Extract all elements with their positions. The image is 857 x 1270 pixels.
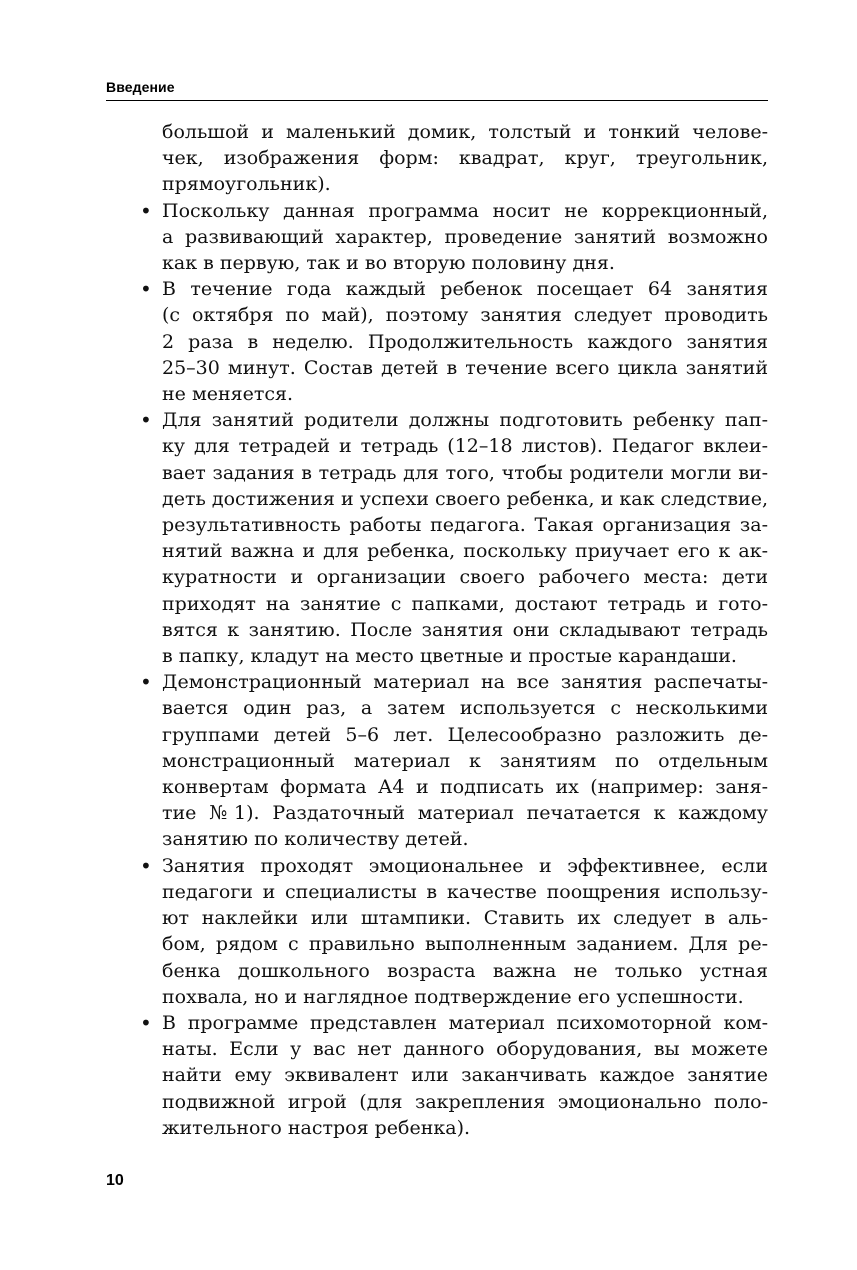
text-line: вается один раз, а затем используется с несколькими [162, 697, 768, 720]
text-line: монстрационный материал к занятиям по отдельным [162, 749, 768, 772]
text-line: бенка дошкольного возраста важна не только устная [162, 959, 768, 982]
bullet-item [141, 853, 768, 1010]
text-line: Поскольку данная программа носит не коррекционный, [162, 199, 768, 222]
text-line: найти ему эквивалент или заканчивать каждое занятие [162, 1064, 768, 1087]
bullet-icon: • [140, 853, 152, 878]
text-line: В течение года каждый ребенок посещает 64 занятия [162, 278, 768, 301]
text-line: а развивающий характер, проведение занятий возможно [162, 225, 768, 248]
bullet-item [141, 276, 768, 407]
bullet-item [141, 407, 768, 669]
text-line: чек, изображения форм: квадрат, круг, треугольник, [162, 147, 768, 170]
header-rule [106, 100, 768, 101]
bullet-icon: • [140, 277, 152, 302]
text-line: группами детей 5–6 лет. Целесообразно разложить де- [162, 723, 768, 746]
text-line: нятий важна и для ребенка, поскольку приучает его к ак- [162, 540, 768, 563]
text-line: подвижной игрой (для закрепления эмоционально поло- [162, 1090, 768, 1113]
text-line: вятся к занятию. После занятия они складывают тетрадь [162, 618, 768, 641]
text-line: вает задания в тетрадь для того, чтобы родители могли ви- [162, 461, 768, 484]
text-line: В программе представлен материал психомоторной ком- [162, 1011, 768, 1034]
bullet-item [141, 669, 768, 852]
text-line: конвертам формата А4 и подписать их (например: заня- [162, 776, 768, 799]
text-line: большой и маленький домик, толстый и тонкий челове- [162, 121, 768, 143]
text-line: наты. Если у вас нет данного оборудования, вы можете [162, 1038, 768, 1061]
bullet-item [141, 198, 768, 277]
text-line: (с октября по май), поэтому занятия следует проводить [162, 304, 768, 327]
text-line: куратности и организации своего рабочего места: дети [162, 566, 768, 589]
running-header: Введение [106, 79, 175, 95]
text-line: приходят на занятие с папками, достают тетрадь и гото- [162, 592, 768, 615]
text-line: деть достижения и успехи своего ребенка, и как следствие, [162, 487, 768, 510]
page-number: 10 [106, 1172, 124, 1189]
bullet-icon: • [140, 1010, 152, 1035]
text-line: не меняется. [162, 383, 294, 406]
lead-paragraph [162, 119, 768, 198]
text-line: педагоги и специалисты в качестве поощрения использу- [162, 880, 768, 903]
text-line: как в первую, так и во вторую половину дня. [162, 252, 615, 275]
text-line: похвала, но и наглядное подтверждение его успешности. [162, 985, 744, 1008]
bullet-icon: • [140, 198, 152, 223]
text-line: 2 раза в неделю. Продолжительность каждого занятия [162, 330, 768, 353]
text-line: бом, рядом с правильно выполненным заданием. Для ре- [162, 933, 768, 956]
bullet-item [141, 1010, 768, 1141]
text-line: ку для тетрадей и тетрадь (12–18 листов). Педагог вклеи- [162, 435, 768, 458]
text-line: тие №1). Раздаточный материал печатается к каждому [162, 802, 768, 825]
text-line: 25–30 минут. Состав детей в течение всего цикла занятий [162, 356, 768, 379]
text-line: Демонстрационный материал на все занятия распечаты- [162, 671, 768, 694]
text-line: результативность работы педагога. Такая организация за- [162, 514, 768, 537]
bullet-icon: • [140, 408, 152, 433]
text-line: Занятия проходят эмоциональнее и эффективнее, если [162, 854, 768, 877]
body-text [141, 119, 768, 1141]
text-line: Для занятий родители должны подготовить ребенку пап- [162, 409, 768, 432]
bullet-icon: • [140, 670, 152, 695]
text-line: в папку, кладут на место цветные и простые карандаши. [162, 645, 737, 668]
text-line: прямоугольник). [162, 173, 331, 196]
text-line: ют наклейки или штампики. Ставить их следует в аль- [162, 907, 768, 930]
text-line: жительного настроя ребенка). [162, 1116, 471, 1139]
text-line: занятию по количеству детей. [162, 828, 469, 851]
